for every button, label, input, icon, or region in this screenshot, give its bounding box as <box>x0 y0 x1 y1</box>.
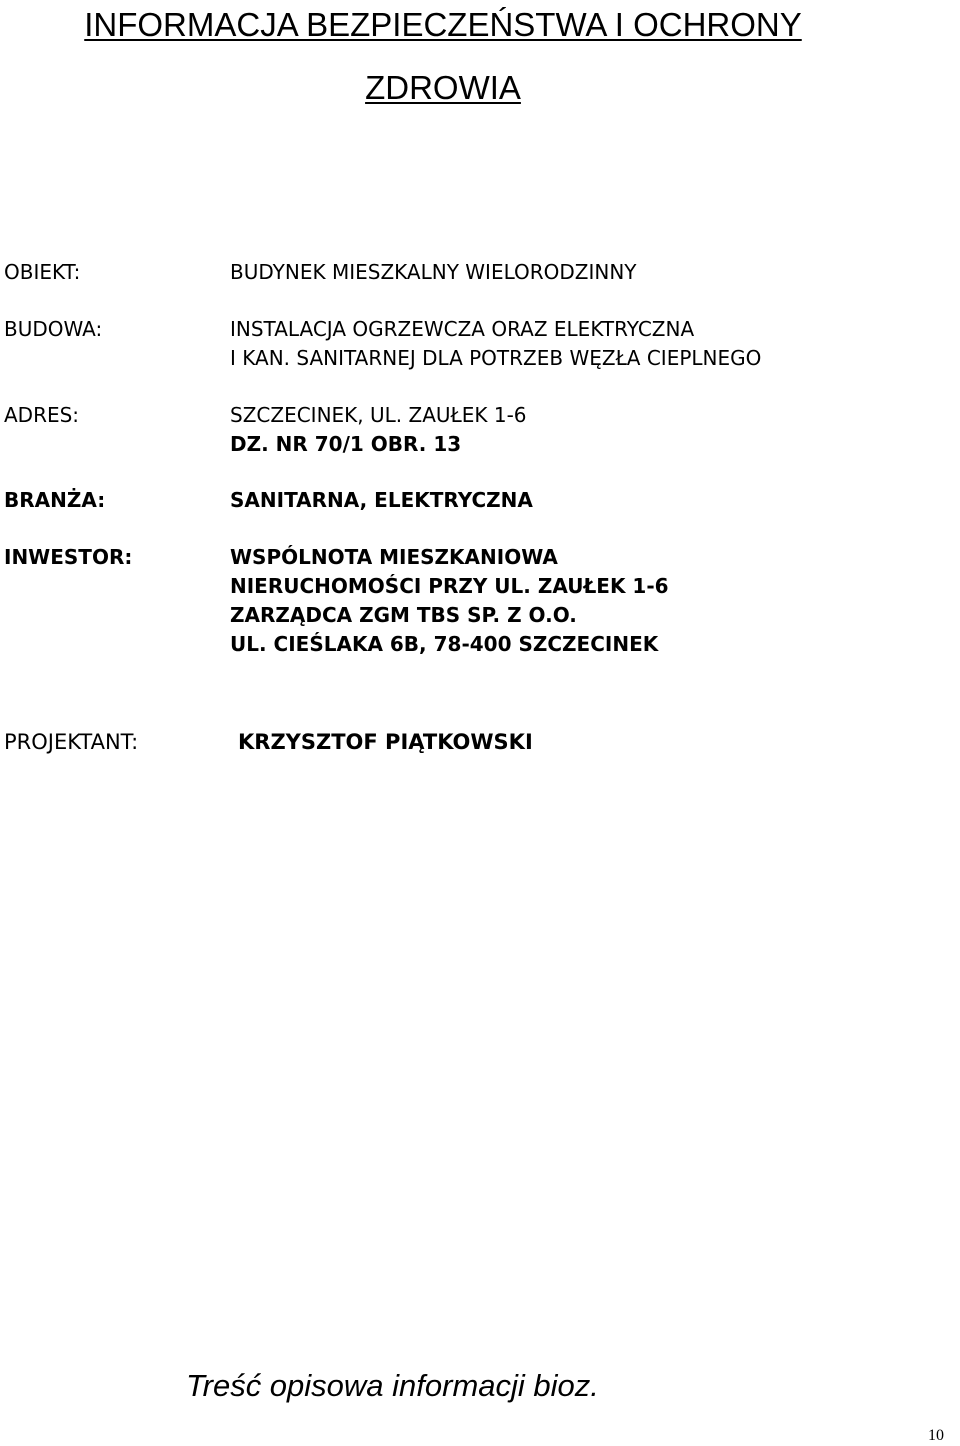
budowa-label: BUDOWA: <box>4 317 103 341</box>
inwestor-label: INWESTOR: <box>4 545 133 569</box>
budowa-value-line-1: INSTALACJA OGRZEWCZA ORAZ ELEKTRYCZNA <box>230 317 695 341</box>
inwestor-value-line-3: ZARZĄDCA ZGM TBS SP. Z O.O. <box>230 603 577 627</box>
budowa-value-line-2: I KAN. SANITARNEJ DLA POTRZEB WĘZŁA CIEPLNEGO <box>230 346 762 370</box>
document-title-line-2: ZDROWIA <box>365 69 521 106</box>
inwestor-value-line-1: WSPÓLNOTA MIESZKANIOWA <box>230 545 558 569</box>
page-number: 10 <box>928 1427 944 1444</box>
adres-label: ADRES: <box>4 403 80 427</box>
obiekt-value: BUDYNEK MIESZKALNY WIELORODZINNY <box>230 260 637 284</box>
adres-value-line-1: SZCZECINEK, UL. ZAUŁEK 1-6 <box>230 403 527 427</box>
inwestor-value-line-2: NIERUCHOMOŚCI PRZY UL. ZAUŁEK 1-6 <box>230 574 669 598</box>
projektant-value: KRZYSZTOF PIĄTKOWSKI <box>238 730 533 754</box>
adres-value-line-2: DZ. NR 70/1 OBR. 13 <box>230 432 462 456</box>
document-title-line-1: INFORMACJA BEZPIECZEŃSTWA I OCHRONY <box>84 6 802 43</box>
inwestor-value-line-4: UL. CIEŚLAKA 6B, 78-400 SZCZECINEK <box>230 632 659 656</box>
footer-note: Treść opisowa informacji bioz. <box>186 1368 599 1403</box>
projektant-label: PROJEKTANT: <box>4 730 139 754</box>
branza-label: BRANŻA: <box>4 488 106 512</box>
branza-value: SANITARNA, ELEKTRYCZNA <box>230 488 533 512</box>
obiekt-label: OBIEKT: <box>4 260 81 284</box>
